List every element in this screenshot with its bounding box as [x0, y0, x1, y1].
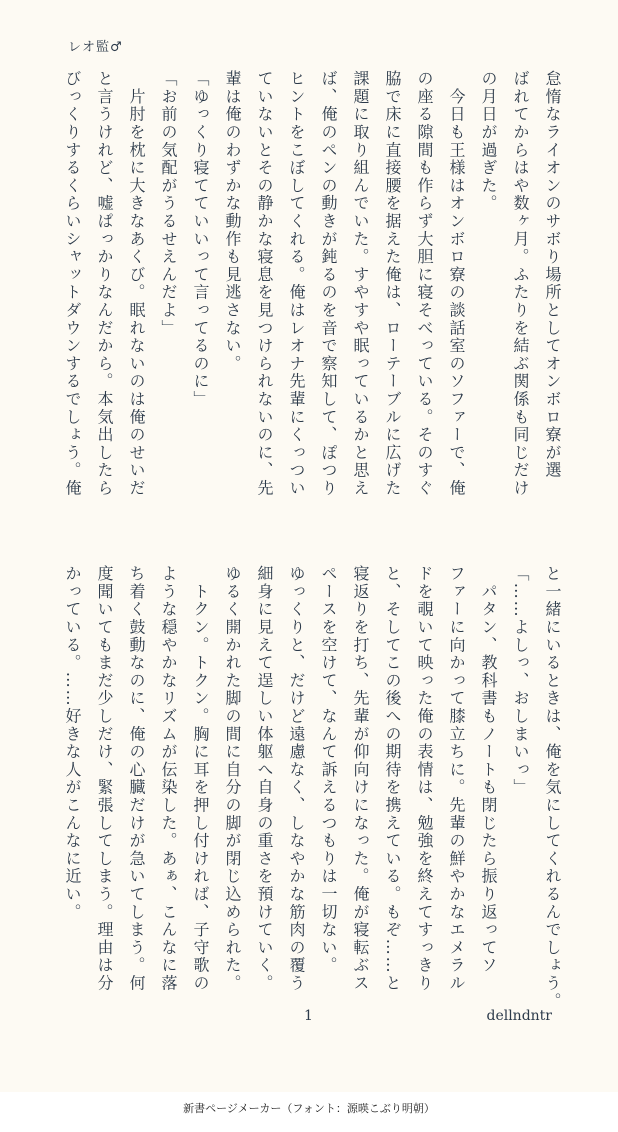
text-line: ていないとその静かな寝息を見つけられないのに、先	[255, 70, 274, 498]
text-block-bottom	[62, 565, 562, 1025]
text-line: 「お前の気配がうるせえんだよ」	[159, 70, 178, 337]
text-line: 輩は俺のわずかな動作も見逃さない。	[223, 70, 242, 373]
text-line: 怠惰なライオンのサボり場所としてオンボロ寮が選	[543, 70, 562, 480]
text-line: と言うけれど、嘘ぱっかりなんだから。本気出したら	[95, 70, 114, 498]
text-line: ペースを空けて、なんて訴えるつもりは一切ない。	[319, 565, 338, 975]
text-line: 脇で床に直接腰を据えた俺は、ローテーブルに広げた	[383, 70, 402, 498]
text-line: ヒントをこぼしてくれる。俺はレオナ先輩にくっつい	[287, 70, 306, 498]
text-line: ゆるく開かれた脚の間に自分の脚が閉じ込められた。	[223, 565, 242, 993]
text-line: の月日が過ぎた。	[479, 70, 498, 213]
text-line: 寝返りを打ち、先輩が仰向けになった。俺が寝転ぶス	[351, 565, 370, 993]
text-line: ばれてからはや数ヶ月。ふたりを結ぶ関係も同じだけ	[511, 70, 530, 498]
page-header-title: レオ監♂	[68, 40, 123, 55]
text-line: ドを覗いて映った俺の表情は、勉強を終えてすっきり	[415, 565, 434, 993]
text-block-top	[62, 70, 562, 530]
generator-credit: 新書ページメーカー（フォント：源暎こぶり明朝）	[183, 1102, 435, 1115]
text-line: 課題に取り組んでいた。すやすや眠っているかと思え	[351, 70, 370, 498]
text-line: 今日も王様はオンボロ寮の談話室のソファーで、俺	[447, 70, 466, 498]
author-name: dellndntr	[486, 1008, 552, 1024]
text-line: 度聞いてもまだ少しだけ、緊張してしまう。理由は分	[95, 565, 114, 993]
text-line: ゆっくりと、だけど遠慮なく、しなやかな筋肉の覆う	[287, 565, 306, 993]
text-line: の座る隙間も作らず大胆に寝そべっている。そのすぐ	[415, 70, 434, 498]
text-line: かっている。……好きな人がこんなに近い。	[63, 565, 82, 921]
text-line: と、そしてこの後への期待を携えている。もぞ……と	[383, 565, 402, 993]
text-line: トクン。トクン。胸に耳を押し付ければ、子守歌の	[191, 565, 210, 993]
text-line: ち着く鼓動なのに、俺の心臓だけが急いてしまう。何	[127, 565, 146, 993]
text-line: びっくりするくらいシャットダウンするでしょう。俺	[63, 70, 82, 498]
text-line: ば、俺のペンの動きが鈍るのを音で察知して、ぽつり	[319, 70, 338, 498]
text-line: と一緒にいるときは、俺を気にしてくれるんでしょう。	[543, 565, 562, 1010]
text-line: 片肘を枕に大きなあくび。眠れないのは俺のせいだ	[127, 70, 146, 498]
text-line: パタン、教科書もノートも閉じたら振り返ってソ	[479, 565, 498, 975]
text-line: 細身に見えて逞しい体躯へ自身の重さを預けていく。	[255, 565, 274, 993]
page-number: 1	[304, 1008, 313, 1024]
text-line: 「ゆっくり寝てていいって言ってるのに」	[191, 70, 210, 409]
text-line: ような穏やかなリズムが伝染した。あぁ、こんなに落	[159, 565, 178, 993]
text-line: 「……よしっ、おしまいっ」	[511, 565, 530, 797]
text-line: ファーに向かって膝立ちに。先輩の鮮やかなエメラル	[447, 565, 466, 993]
